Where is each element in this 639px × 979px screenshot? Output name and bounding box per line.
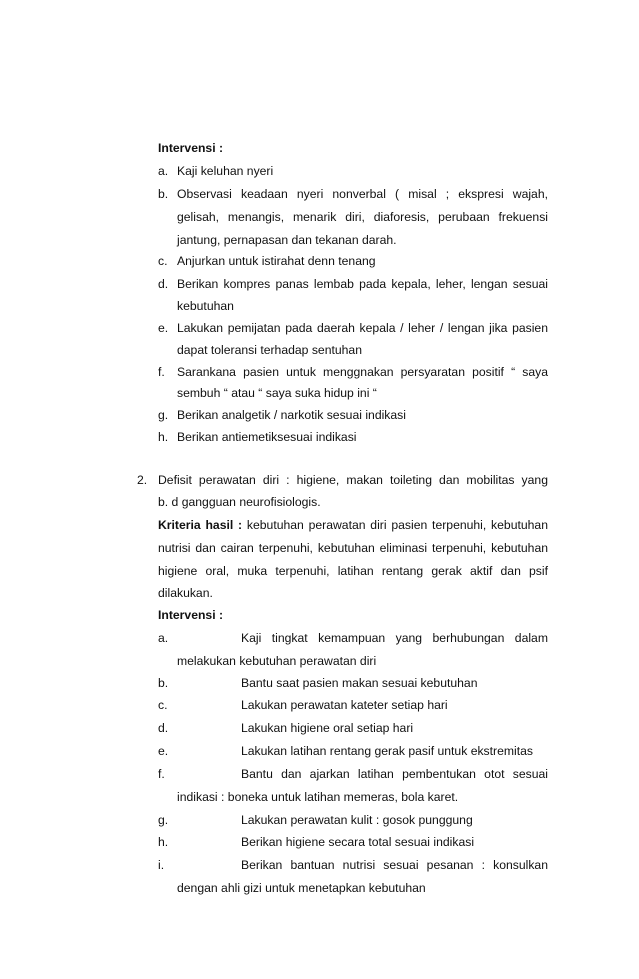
s1-item-g-label: g.: [158, 408, 169, 422]
s1-item-f-line2: sembuh “ atau “ saya suka hidup ini “: [177, 386, 377, 400]
s1-item-f-label: f.: [158, 365, 165, 379]
s2-item-g-line1: Lakukan perawatan kulit : gosok punggung: [241, 813, 473, 827]
s1-item-f-line1: Sarankana pasien untuk menggnakan persyaratan positif “ saya: [177, 365, 548, 379]
s2-item-c-label: c.: [158, 698, 168, 712]
s2-item-b-label: b.: [158, 676, 169, 690]
kriteria-line2: nutrisi dan cairan terpenuhi, kebutuhan eliminasi terpenuhi, kebutuhan: [158, 541, 548, 555]
s2-item-a-line2: melakukan kebutuhan perawatan diri: [177, 654, 377, 668]
s2-item-i-line1: Berikan bantuan nutrisi sesuai pesanan : konsulkan: [241, 858, 548, 872]
kriteria-text-1: kebutuhan perawatan diri pasien terpenuhi, kebutuhan: [242, 518, 548, 532]
s1-item-c-label: c.: [158, 254, 168, 268]
s1-item-d-label: d.: [158, 277, 169, 291]
s1-item-d-line2: kebutuhan: [177, 299, 234, 313]
s2-item-i-line2: dengan ahli gizi untuk menetapkan kebutuhan: [177, 881, 426, 895]
s2-item-a-line1: Kaji tingkat kemampuan yang berhubungan dalam: [241, 631, 548, 645]
s2-item-f-line1: Bantu dan ajarkan latihan pembentukan otot sesuai: [241, 767, 548, 781]
kriteria-line1: [158, 517, 548, 533]
s2-item-i-label: i.: [158, 858, 165, 872]
s2-item-e-line1: Lakukan latihan rentang gerak pasif untuk ekstremitas: [241, 744, 533, 758]
s1-item-b-label: b.: [158, 187, 169, 201]
s1-item-g-line1: Berikan analgetik / narkotik sesuai indikasi: [177, 408, 406, 422]
s2-item-d-line1: Lakukan higiene oral setiap hari: [241, 721, 414, 735]
section2-title-line1: Defisit perawatan diri : higiene, makan toileting dan mobilitas yang: [158, 473, 548, 487]
s1-item-h-label: h.: [158, 430, 169, 444]
s1-item-e-label: e.: [158, 321, 169, 335]
kriteria-label: Kriteria hasil :: [158, 518, 243, 532]
s1-item-b-line2: gelisah, menangis, menarik diri, diaforesis, perubaan frekuensi: [177, 210, 548, 224]
section1-heading: Intervensi :: [158, 141, 224, 155]
s2-item-f-label: f.: [158, 767, 165, 781]
section2-title-line2: b. d gangguan neurofisiologis.: [158, 495, 321, 509]
section2-heading: Intervensi :: [158, 608, 224, 622]
s1-item-e-line2: dapat toleransi terhadap sentuhan: [177, 343, 362, 357]
s2-item-h-line1: Berikan higiene secara total sesuai indikasi: [241, 835, 475, 849]
s1-item-b-line1: Observasi keadaan nyeri nonverbal ( misal ; ekspresi wajah,: [177, 187, 548, 201]
s1-item-h-line1: Berikan antiemetiksesuai indikasi: [177, 430, 357, 444]
s1-item-e-line1: Lakukan pemijatan pada daerah kepala / leher / lengan jika pasien: [177, 321, 548, 335]
kriteria-line4: dilakukan.: [158, 586, 213, 600]
s1-item-d-line1: Berikan kompres panas lembab pada kepala, leher, lengan sesuai: [177, 277, 548, 291]
s2-item-g-label: g.: [158, 813, 169, 827]
s2-item-c-line1: Lakukan perawatan kateter setiap hari: [241, 698, 448, 712]
s1-item-b-line3: jantung, pernapasan dan tekanan darah.: [177, 233, 397, 247]
kriteria-line3: higiene oral, muka terpenuhi, latihan rentang gerak aktif dan psif: [158, 564, 548, 578]
s2-item-h-label: h.: [158, 835, 169, 849]
s2-item-f-line2: indikasi : boneka untuk latihan memeras, bola karet.: [177, 790, 459, 804]
s1-item-a-line1: Kaji keluhan nyeri: [177, 164, 274, 178]
s2-item-b-line1: Bantu saat pasien makan sesuai kebutuhan: [241, 676, 478, 690]
s2-item-d-label: d.: [158, 721, 169, 735]
s1-item-c-line1: Anjurkan untuk istirahat denn tenang: [177, 254, 376, 268]
s2-item-a-label: a.: [158, 631, 169, 645]
section2-number: 2.: [137, 473, 148, 487]
s2-item-e-label: e.: [158, 744, 169, 758]
s1-item-a-label: a.: [158, 164, 169, 178]
